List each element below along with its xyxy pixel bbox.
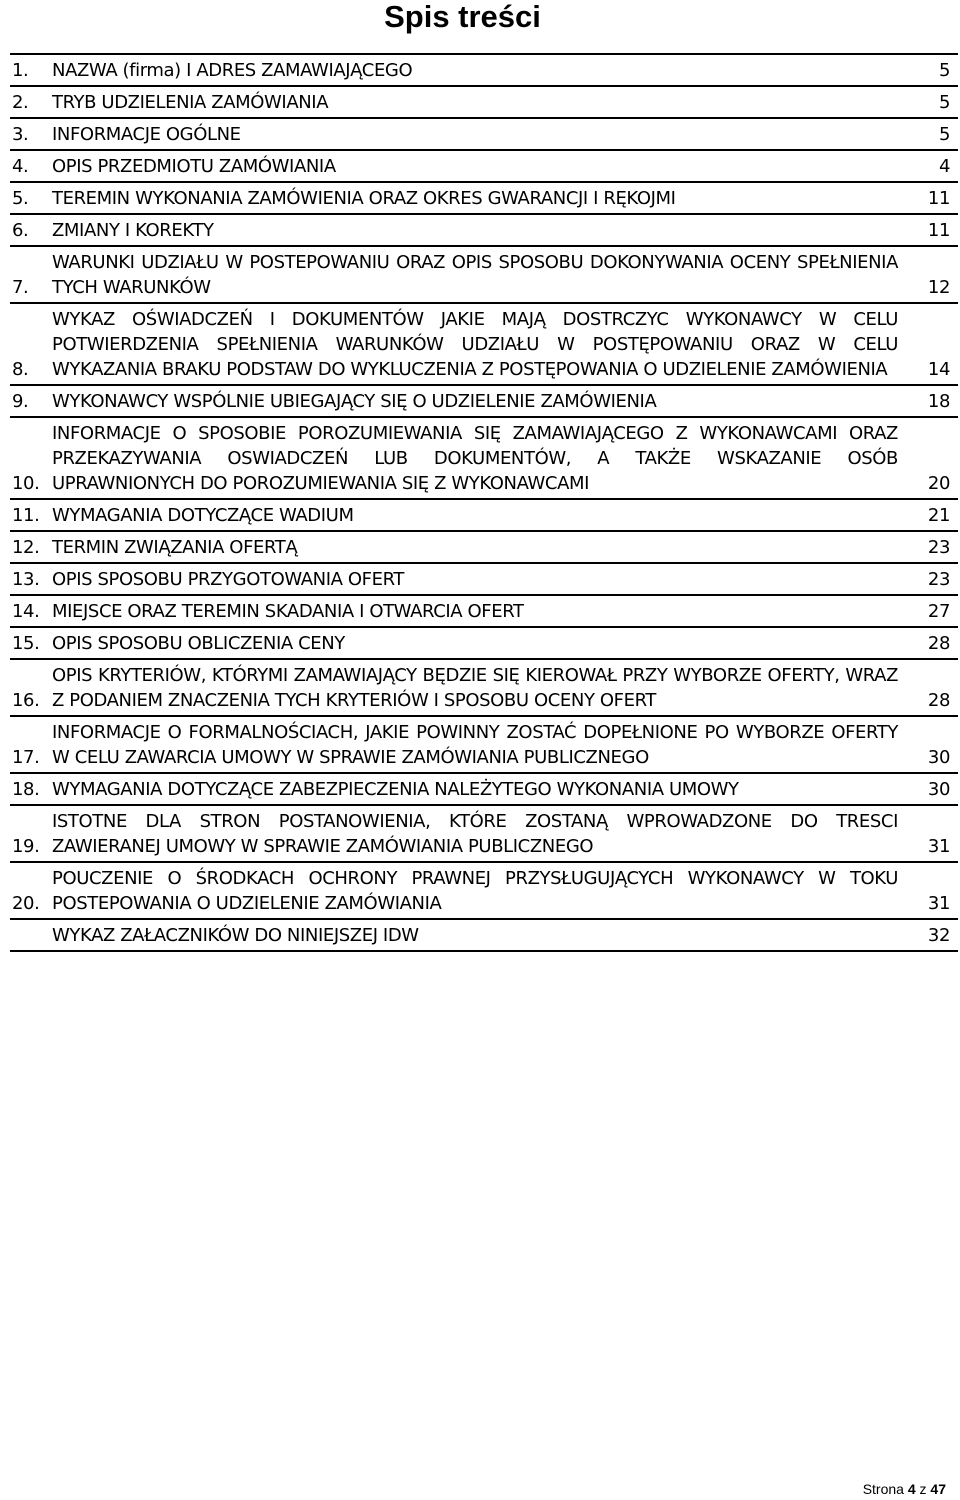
page-title: Spis treści [384,0,541,34]
toc-number: 17. [12,747,40,768]
toc-title: INFORMACJE O FORMALNOŚCIACH, JAKIE POWINNY ZOSTAĆ DOPEŁNIONE PO WYBORZE OFERTY W CELU ZAWARCIA UMOWY W SPRAWIE ZAMÓWIANIA PUBLICZNEGO [52,722,898,768]
toc-page: 28 [927,690,950,711]
toc-number: 11. [12,505,40,526]
toc-number: 9. [12,391,29,412]
toc-row[interactable] [10,215,958,247]
toc-title: TERMIN ZWIĄZANIA OFERTĄ [52,537,298,558]
toc-page: 4 [938,156,950,177]
toc-page: 11 [927,188,950,209]
toc-row[interactable] [10,660,958,717]
toc-title: TEREMIN WYKONANIA ZAMÓWIENIA ORAZ OKRES GWARANCJI I RĘKOJMI [52,188,676,209]
toc-page: 23 [927,537,950,558]
toc-title: WYKAZ OŚWIADCZEŃ I DOKUMENTÓW JAKIE MAJĄ DOSTRCZYC WYKONAWCY W CELU POTWIERDZENIA SPEŁNIENIA WARUNKÓW UDZIAŁU W POSTĘPOWANIU ORAZ W CELU WYKAZANIA BRAKU PODSTAW DO WYKLUCZENIA Z POSTĘPOWANIA O UDZIELENIE ZAMÓWIENIA [52,309,898,380]
toc-page: 27 [927,601,950,622]
toc-number: 4. [12,156,29,177]
toc-title: INFORMACJE OGÓLNE [52,124,241,145]
toc-title: MIEJSCE ORAZ TEREMIN SKADANIA I OTWARCIA OFERT [52,601,524,622]
toc-page: 31 [927,893,950,914]
toc-title: INFORMACJE O SPOSOBIE POROZUMIEWANIA SIĘ ZAMAWIAJĄCEGO Z WYKONAWCAMI ORAZ PRZEKAZYWANIA OSWIADCZEŃ LUB DOKUMENTÓW, A TAKŻE WSKAZANIE OSÓB UPRAWNIONYCH DO POROZUMIEWANIA SIĘ Z WYKONAWCAMI [52,423,898,494]
footer-separator: z [919,1481,927,1497]
toc-title: WARUNKI UDZIAŁU W POSTEPOWANIU ORAZ OPIS SPOSOBU DOKONYWANIA OCENY SPEŁNIENIA TYCH WARUNKÓW [52,252,898,298]
toc-title: WYKONAWCY WSPÓLNIE UBIEGAJĄCY SIĘ O UDZIELENIE ZAMÓWIENIA [52,391,657,412]
footer-label: Strona [862,1481,904,1497]
toc-row[interactable] [10,304,958,386]
toc-row[interactable] [10,806,958,863]
toc-number: 19. [12,836,40,857]
toc-title: WYMAGANIA DOTYCZĄCE ZABEZPIECZENIA NALEŻYTEGO WYKONANIA UMOWY [52,779,739,800]
toc-title: OPIS SPOSOBU PRZYGOTOWANIA OFERT [52,569,404,590]
toc-row[interactable] [10,55,958,87]
toc-row[interactable] [10,774,958,806]
toc-page: 31 [927,836,950,857]
toc-page: 30 [927,747,950,768]
toc-row[interactable] [10,564,958,596]
toc-number: 20. [12,893,40,914]
toc-row[interactable] [10,247,958,304]
toc-row[interactable] [10,628,958,660]
toc-page: 12 [927,277,950,298]
toc-title: OPIS KRYTERIÓW, KTÓRYMI ZAMAWIAJĄCY BĘDZIE SIĘ KIEROWAŁ PRZY WYBORZE OFERTY, WRAZ Z PODANIEM ZNACZENIA TYCH KRYTERIÓW I SPOSOBU OCENY OFERT [52,665,898,711]
toc-row[interactable] [10,183,958,215]
toc-row[interactable] [10,418,958,500]
toc-row[interactable] [10,717,958,774]
toc-number: 14. [12,601,40,622]
toc-number: 1. [12,60,29,81]
toc-title: ISTOTNE DLA STRON POSTANOWIENIA, KTÓRE ZOSTANĄ WPROWADZONE DO TRESCI ZAWIERANEJ UMOWY W SPRAWIE ZAMÓWIANIA PUBLICZNEGO [52,811,898,857]
toc-title: WYKAZ ZAŁACZNIKÓW DO NINIEJSZEJ IDW [52,925,419,946]
toc-page: 28 [927,633,950,654]
toc-number: 7. [12,277,29,298]
toc-number: 13. [12,569,40,590]
toc-number: 2. [12,92,29,113]
toc-page: 5 [938,124,950,145]
toc-page: 5 [938,92,950,113]
toc-page: 18 [927,391,950,412]
toc-title: WYMAGANIA DOTYCZĄCE WADIUM [52,505,354,526]
toc-page: 11 [927,220,950,241]
toc-number: 15. [12,633,40,654]
toc-row[interactable] [10,596,958,628]
toc-number: 8. [12,359,29,380]
toc-page: 5 [938,60,950,81]
toc-page: 20 [927,473,950,494]
toc-number: 3. [12,124,29,145]
toc-row[interactable] [10,532,958,564]
toc-title: POUCZENIE O ŚRODKACH OCHRONY PRAWNEJ PRZYSŁUGUJĄCYCH WYKONAWCY W TOKU POSTEPOWANIA O UDZIELENIE ZAMÓWIANIA [52,868,898,914]
toc-row[interactable] [10,386,958,418]
toc-title: TRYB UDZIELENIA ZAMÓWIANIA [52,92,329,113]
toc-number: 10. [12,473,40,494]
toc-page: 30 [927,779,950,800]
toc-row[interactable] [10,87,958,119]
toc-row[interactable] [10,151,958,183]
toc-row[interactable] [10,920,958,952]
toc-number: 16. [12,690,40,711]
footer-total-pages: 47 [930,1481,946,1497]
toc-title: NAZWA (firma) I ADRES ZAMAWIAJĄCEGO [52,60,413,81]
toc-title: OPIS SPOSOBU OBLICZENIA CENY [52,633,345,654]
table-of-contents [10,53,958,952]
toc-row[interactable] [10,119,958,151]
toc-number: 12. [12,537,40,558]
toc-title: OPIS PRZEDMIOTU ZAMÓWIANIA [52,156,336,177]
footer-current-page: 4 [907,1481,916,1497]
toc-number: 18. [12,779,40,800]
toc-row[interactable] [10,863,958,920]
toc-page: 23 [927,569,950,590]
toc-number: 6. [12,220,29,241]
toc-page: 14 [927,359,950,380]
toc-number: 5. [12,188,29,209]
toc-page: 21 [927,505,950,526]
toc-title: ZMIANY I KOREKTY [52,220,214,241]
page-footer [863,1480,946,1498]
toc-row[interactable] [10,500,958,532]
toc-page: 32 [927,925,950,946]
